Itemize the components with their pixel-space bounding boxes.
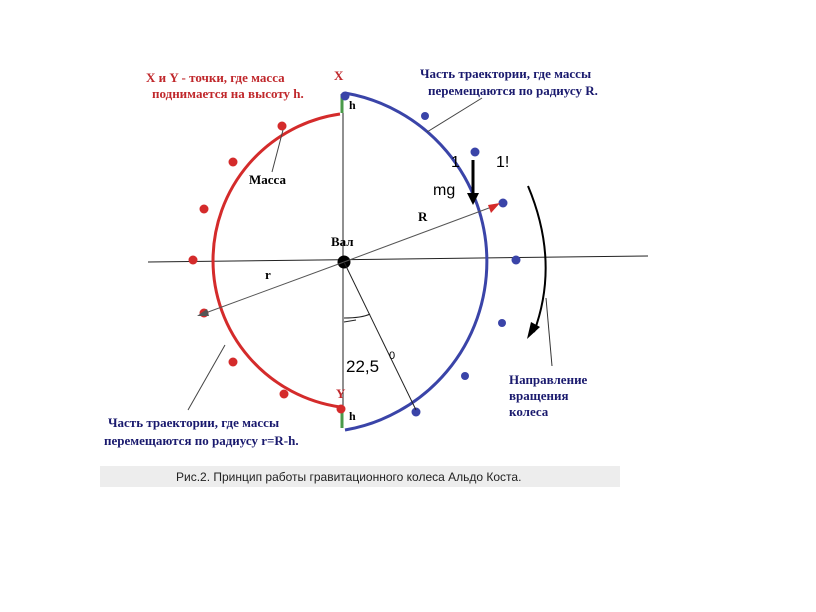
mass-one-prime-label: 1! — [496, 154, 510, 171]
angle-value: 22,5 — [346, 357, 380, 376]
blue-mass — [461, 372, 469, 380]
mass-leader — [272, 130, 283, 172]
radius-R-label: R — [418, 209, 428, 224]
red-mass — [229, 158, 238, 167]
radius-r-label: r — [265, 267, 271, 282]
direction-line1: Направление — [509, 372, 588, 387]
direction-line3: колеса — [509, 404, 549, 419]
direction-leader — [546, 298, 552, 366]
red-mass — [278, 122, 287, 131]
shaft-label: Вал — [331, 234, 354, 249]
mass-label: Масса — [249, 172, 286, 187]
outer-note-line2: перемещаются по радиусу R. — [428, 83, 598, 98]
point-y-label: Y — [336, 386, 346, 401]
angle-tick — [344, 320, 356, 322]
radius-r-line — [200, 262, 344, 315]
red-mass — [189, 256, 198, 265]
red-mass — [229, 358, 238, 367]
blue-mass — [512, 256, 521, 265]
angle-arc — [344, 314, 370, 318]
mass-one-label: 1 — [451, 154, 460, 171]
xy-note-line1: X и Y - точки, где масса — [146, 70, 285, 85]
outer-note-leader — [427, 98, 482, 132]
blue-mass — [471, 148, 480, 157]
horizontal-axis — [148, 256, 648, 262]
blue-mass — [412, 408, 421, 417]
point-x-label: X — [334, 68, 344, 83]
mg-label: mg — [433, 182, 456, 199]
inner-note-line2: перемещаются по радиусу r=R-h. — [104, 433, 299, 448]
red-mass — [200, 205, 209, 214]
blue-mass — [498, 319, 506, 327]
direction-line2: вращения — [509, 388, 569, 403]
inner-note-line1: Часть траектории, где массы — [108, 415, 280, 430]
rotation-direction-arrowhead — [527, 322, 540, 339]
xy-note-line2: поднимается на высоту h. — [152, 86, 304, 101]
blue-mass — [421, 112, 429, 120]
rotation-direction-arc — [528, 186, 546, 332]
figure-caption: Рис.2. Принцип работы гравитационного колеса Альдо Коста. — [176, 470, 522, 484]
angle-line — [344, 262, 416, 410]
blue-mass — [499, 199, 508, 208]
h-bottom-label: h — [349, 409, 356, 423]
red-mass — [280, 390, 289, 399]
h-top-label: h — [349, 98, 356, 112]
inner-note-leader — [188, 345, 225, 410]
angle-degree: 0 — [389, 350, 396, 362]
red-mass — [337, 405, 346, 414]
outer-note-line1: Часть траектории, где массы — [420, 66, 592, 81]
radius-R-arrowhead — [488, 203, 500, 213]
